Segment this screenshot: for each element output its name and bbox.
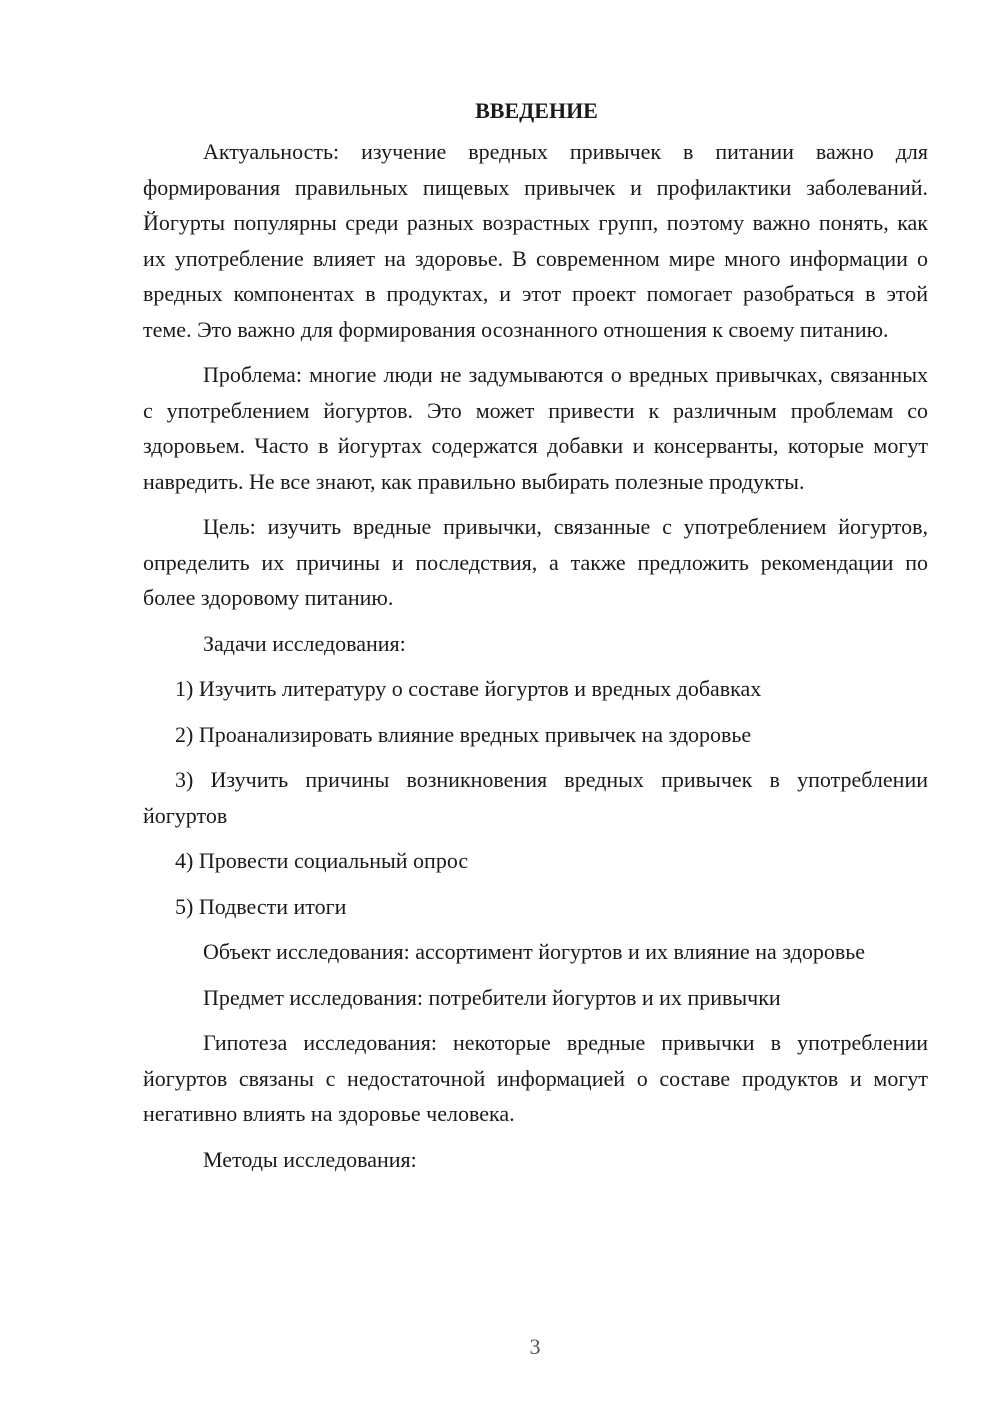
methods-heading: Методы исследования: — [203, 1146, 417, 1172]
paragraph-hypothesis: Гипотеза исследования: некоторые вредные привычки в употреблении йогуртов связаны с недостаточной информацией о составе продуктов и могут негативно влиять на здоровье человека. — [143, 1030, 928, 1126]
document-page — [143, 93, 928, 1187]
tasks-heading: Задачи исследования: — [203, 630, 406, 656]
paragraph-goal: Цель: изучить вредные привычки, связанные с употреблением йогуртов, определить их причины и последствия, а также предложить рекомендации по более здоровому питанию. — [143, 514, 928, 610]
page-title: ВВЕДЕНИЕ — [475, 98, 598, 123]
paragraph-relevance: Актуальность: изучение вредных привычек в питании важно для формирования правильных пищевых привычек и профилактики заболеваний. Йогурты популярны среди разных возрастных групп, поэтому важно понять, как их употребление влияет на здоровье. В современном мире много информации о вредных компонентах в продуктах, и этот проект помогает разобраться в этой теме. Это важно для формирования осознанного отношения к своему питанию. — [143, 139, 928, 342]
task-item-2: 2) Проанализировать влияние вредных привычек на здоровье — [175, 721, 752, 747]
task-item-1: 1) Изучить литературу о составе йогуртов и вредных добавках — [175, 676, 762, 701]
task-item-5: 5) Подвести итоги — [175, 893, 347, 919]
paragraph-problem: Проблема: многие люди не задумываются о вредных привычках, связанных с употреблением йогуртов. Это может привести к различным проблемам со здоровьем. Часто в йогуртах содержатся добавки и консерванты, которые могут навредить. Не все знают, как правильно выбирать полезные продукты. — [143, 362, 928, 494]
page-number: 3 — [529, 1334, 541, 1359]
task-item-3: 3) Изучить причины возникновения вредных привычек в употреблении йогуртов — [143, 767, 928, 828]
task-item-4: 4) Провести социальный опрос — [175, 848, 469, 873]
paragraph-object: Объект исследования: ассортимент йогуртов и их влияние на здоровье — [203, 939, 865, 964]
paragraph-subject: Предмет исследования: потребители йогуртов и их привычки — [203, 984, 781, 1010]
